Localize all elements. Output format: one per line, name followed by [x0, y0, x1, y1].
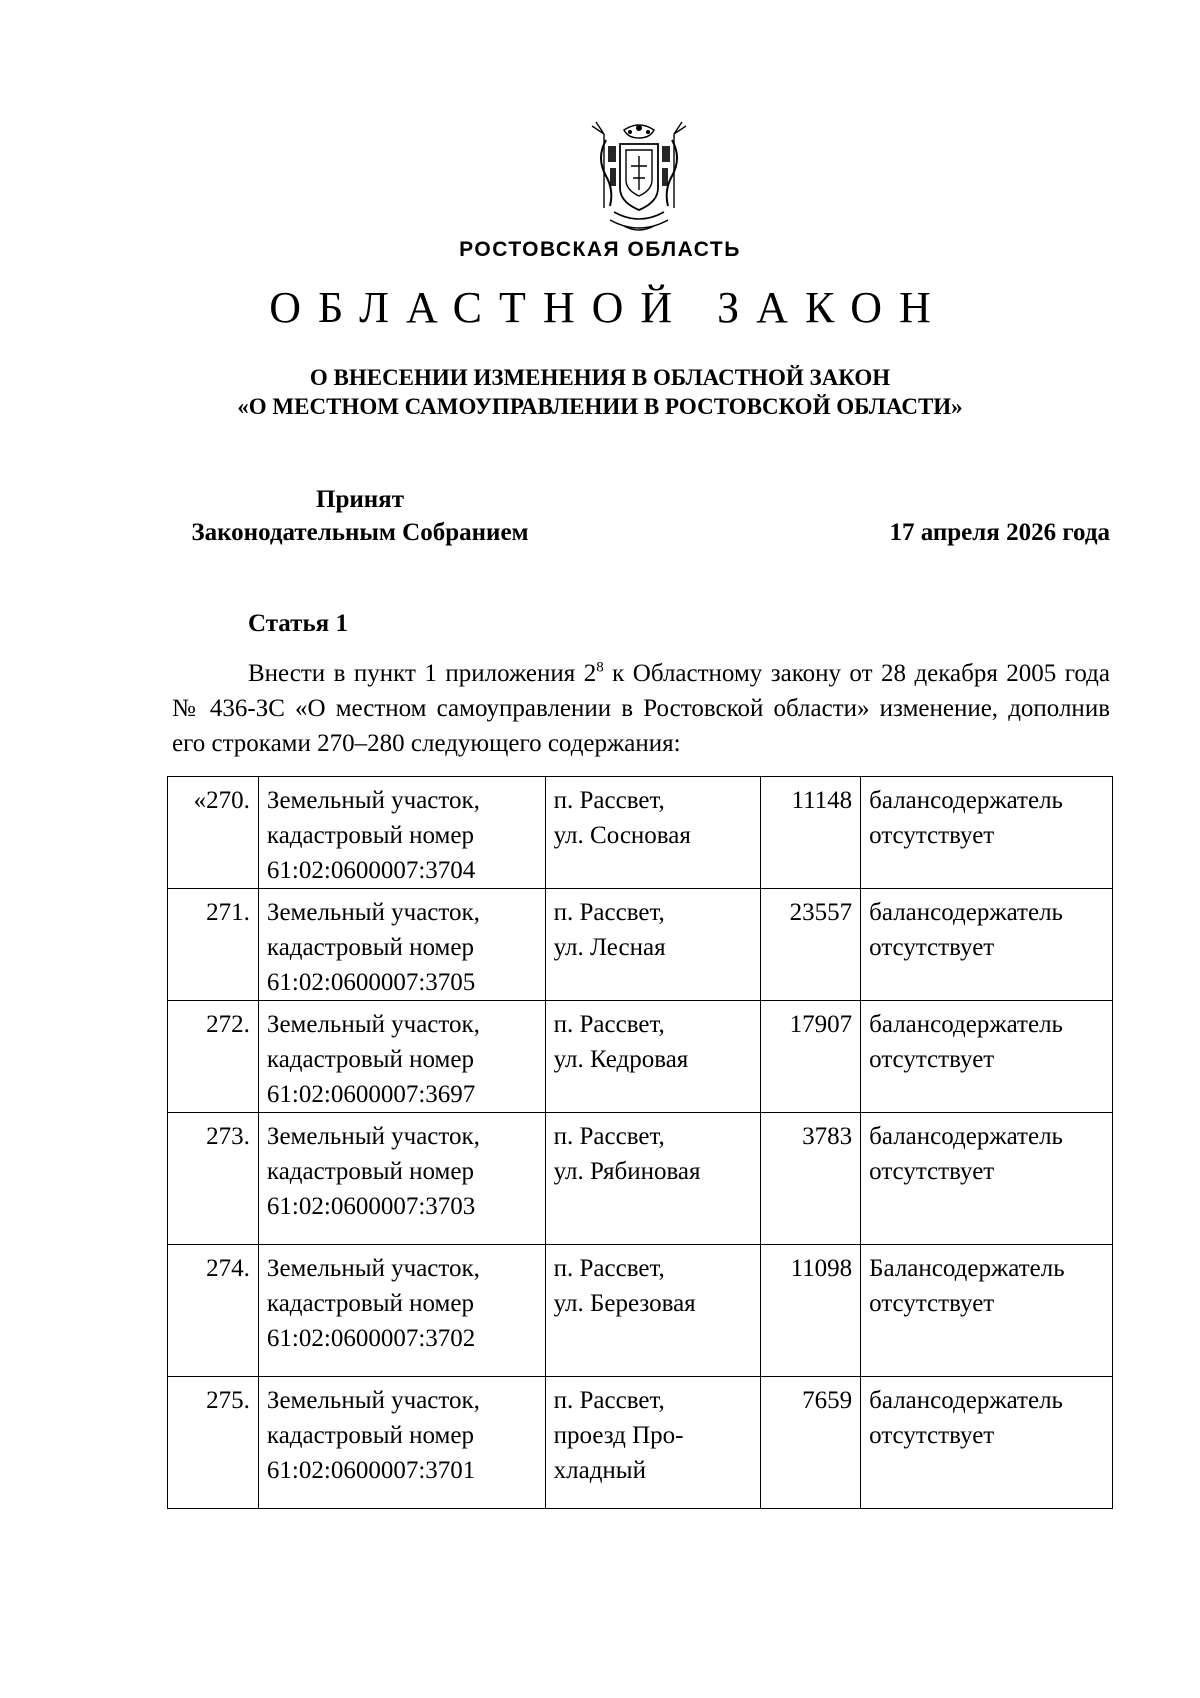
table-row — [168, 1001, 1113, 1113]
address-line: ул. Кедровая — [553, 1046, 689, 1073]
address-cell — [545, 889, 761, 1001]
row-number-cell — [168, 1113, 259, 1245]
region-name: РОСТОВСКАЯ ОБЛАСТЬ — [459, 238, 741, 261]
holder-line: отсутствует — [869, 1158, 995, 1185]
object-line: Земельный участок, — [266, 1387, 480, 1414]
adopted-label-line: Принят — [316, 486, 404, 513]
object-line: кадастровый номер — [266, 1046, 474, 1073]
object-line: Земельный участок, — [266, 1255, 480, 1282]
area-value: 11148 — [791, 787, 853, 814]
holder-line: балансодержатель — [869, 1011, 1063, 1038]
address-line: п. Рассвет, — [553, 1011, 665, 1038]
row-number: 272. — [206, 1011, 250, 1038]
object-line: кадастровый номер — [266, 1158, 474, 1185]
row-number-cell — [168, 777, 259, 889]
land-plots-table-body — [168, 777, 1113, 1509]
area-value: 11098 — [790, 1255, 853, 1282]
object-line: 61:02:0600007:3705 — [266, 969, 476, 996]
holder-cell — [861, 1113, 1113, 1245]
address-line: проезд Про- — [553, 1422, 684, 1449]
row-number-cell — [168, 1001, 259, 1113]
area-cell — [761, 1377, 861, 1509]
article-heading: Статья 1 — [248, 610, 348, 637]
row-number: 273. — [206, 1123, 250, 1150]
table-row — [168, 1245, 1113, 1377]
holder-cell — [861, 1001, 1113, 1113]
object-cell — [258, 889, 545, 1001]
object-cell — [258, 777, 545, 889]
law-title-line: «О МЕСТНОМ САМОУПРАВЛЕНИИ В РОСТОВСКОЙ ОБЛАСТИ» — [237, 394, 963, 419]
address-cell — [545, 1377, 761, 1509]
holder-cell — [861, 777, 1113, 889]
address-line: п. Рассвет, — [553, 787, 665, 814]
area-cell — [761, 1113, 861, 1245]
row-number: 274. — [206, 1255, 250, 1282]
address-cell — [545, 1113, 761, 1245]
address-line: п. Рассвет, — [553, 1123, 665, 1150]
object-cell — [258, 1245, 545, 1377]
adoption-date: 17 апреля 2026 года — [889, 519, 1110, 546]
holder-line: отсутствует — [869, 1046, 995, 1073]
area-cell — [761, 889, 861, 1001]
article-text-part: Внести в пункт 1 приложения 2 — [248, 660, 597, 687]
row-number: 275. — [206, 1387, 250, 1414]
area-cell — [761, 1001, 861, 1113]
holder-line: отсутствует — [869, 934, 995, 961]
area-cell — [761, 1245, 861, 1377]
object-line: 61:02:0600007:3702 — [266, 1325, 476, 1352]
object-cell — [258, 1377, 545, 1509]
object-line: 61:02:0600007:3697 — [266, 1081, 476, 1108]
holder-line: отсутствует — [869, 822, 995, 849]
holder-line: балансодержатель — [869, 899, 1063, 926]
rostov-coat-of-arms-icon — [584, 116, 694, 238]
area-value: 17907 — [789, 1011, 853, 1038]
area-value: 7659 — [802, 1387, 853, 1414]
table-row — [168, 889, 1113, 1001]
object-cell — [258, 1113, 545, 1245]
appendix-superscript: 8 — [596, 659, 604, 676]
table-row — [168, 1113, 1113, 1245]
holder-line: Балансодержатель — [869, 1255, 1065, 1282]
row-number: «270. — [193, 787, 250, 814]
holder-line: отсутствует — [869, 1290, 995, 1317]
address-line: хладный — [553, 1457, 646, 1484]
object-line: кадастровый номер — [266, 822, 474, 849]
address-cell — [545, 1245, 761, 1377]
object-cell — [258, 1001, 545, 1113]
object-line: кадастровый номер — [266, 1290, 474, 1317]
row-number-cell — [168, 1377, 259, 1509]
holder-line: балансодержатель — [869, 1387, 1063, 1414]
object-line: Земельный участок, — [266, 787, 480, 814]
row-number: 271. — [206, 899, 250, 926]
object-line: кадастровый номер — [266, 934, 474, 961]
row-number-cell — [168, 889, 259, 1001]
law-title-line: О ВНЕСЕНИИ ИЗМЕНЕНИЯ В ОБЛАСТНОЙ ЗАКОН — [309, 365, 891, 390]
holder-cell — [861, 1377, 1113, 1509]
article-paragraph — [172, 656, 1110, 761]
address-line: п. Рассвет, — [553, 899, 665, 926]
law-type-heading: ОБЛАСТНОЙ ЗАКОН — [269, 283, 948, 332]
address-line: ул. Березовая — [553, 1290, 696, 1317]
land-plots-table — [167, 776, 1113, 1509]
object-line: 61:02:0600007:3701 — [266, 1457, 476, 1484]
article-text-part: к Областному закону от 28 декабря 2005 года № 436-ЗС «О местном самоуправлении в Ростовской области» изменение, дополнив его строками 270–280 следующего содержания: — [172, 660, 1111, 757]
holder-line: балансодержатель — [869, 787, 1063, 814]
address-line: п. Рассвет, — [553, 1387, 665, 1414]
object-line: Земельный участок, — [266, 1123, 480, 1150]
table-row — [168, 777, 1113, 889]
object-line: кадастровый номер — [266, 1422, 474, 1449]
holder-cell — [861, 1245, 1113, 1377]
address-line: п. Рассвет, — [553, 1255, 665, 1282]
holder-line: отсутствует — [869, 1422, 995, 1449]
area-value: 3783 — [802, 1123, 853, 1150]
address-cell — [545, 1001, 761, 1113]
law-title — [0, 363, 1200, 421]
area-cell — [761, 777, 861, 889]
area-value: 23557 — [789, 899, 853, 926]
object-line: 61:02:0600007:3704 — [266, 857, 476, 884]
holder-cell — [861, 889, 1113, 1001]
object-line: 61:02:0600007:3703 — [266, 1193, 476, 1220]
address-line: ул. Рябиновая — [553, 1158, 701, 1185]
adopted-label-line: Законодательным Собранием — [191, 519, 529, 546]
object-line: Земельный участок, — [266, 1011, 480, 1038]
object-line: Земельный участок, — [266, 899, 480, 926]
adopted-by-label — [150, 483, 570, 549]
table-row — [168, 1377, 1113, 1509]
address-line: ул. Сосновая — [553, 822, 691, 849]
holder-line: балансодержатель — [869, 1123, 1063, 1150]
row-number-cell — [168, 1245, 259, 1377]
address-line: ул. Лесная — [553, 934, 666, 961]
address-cell — [545, 777, 761, 889]
